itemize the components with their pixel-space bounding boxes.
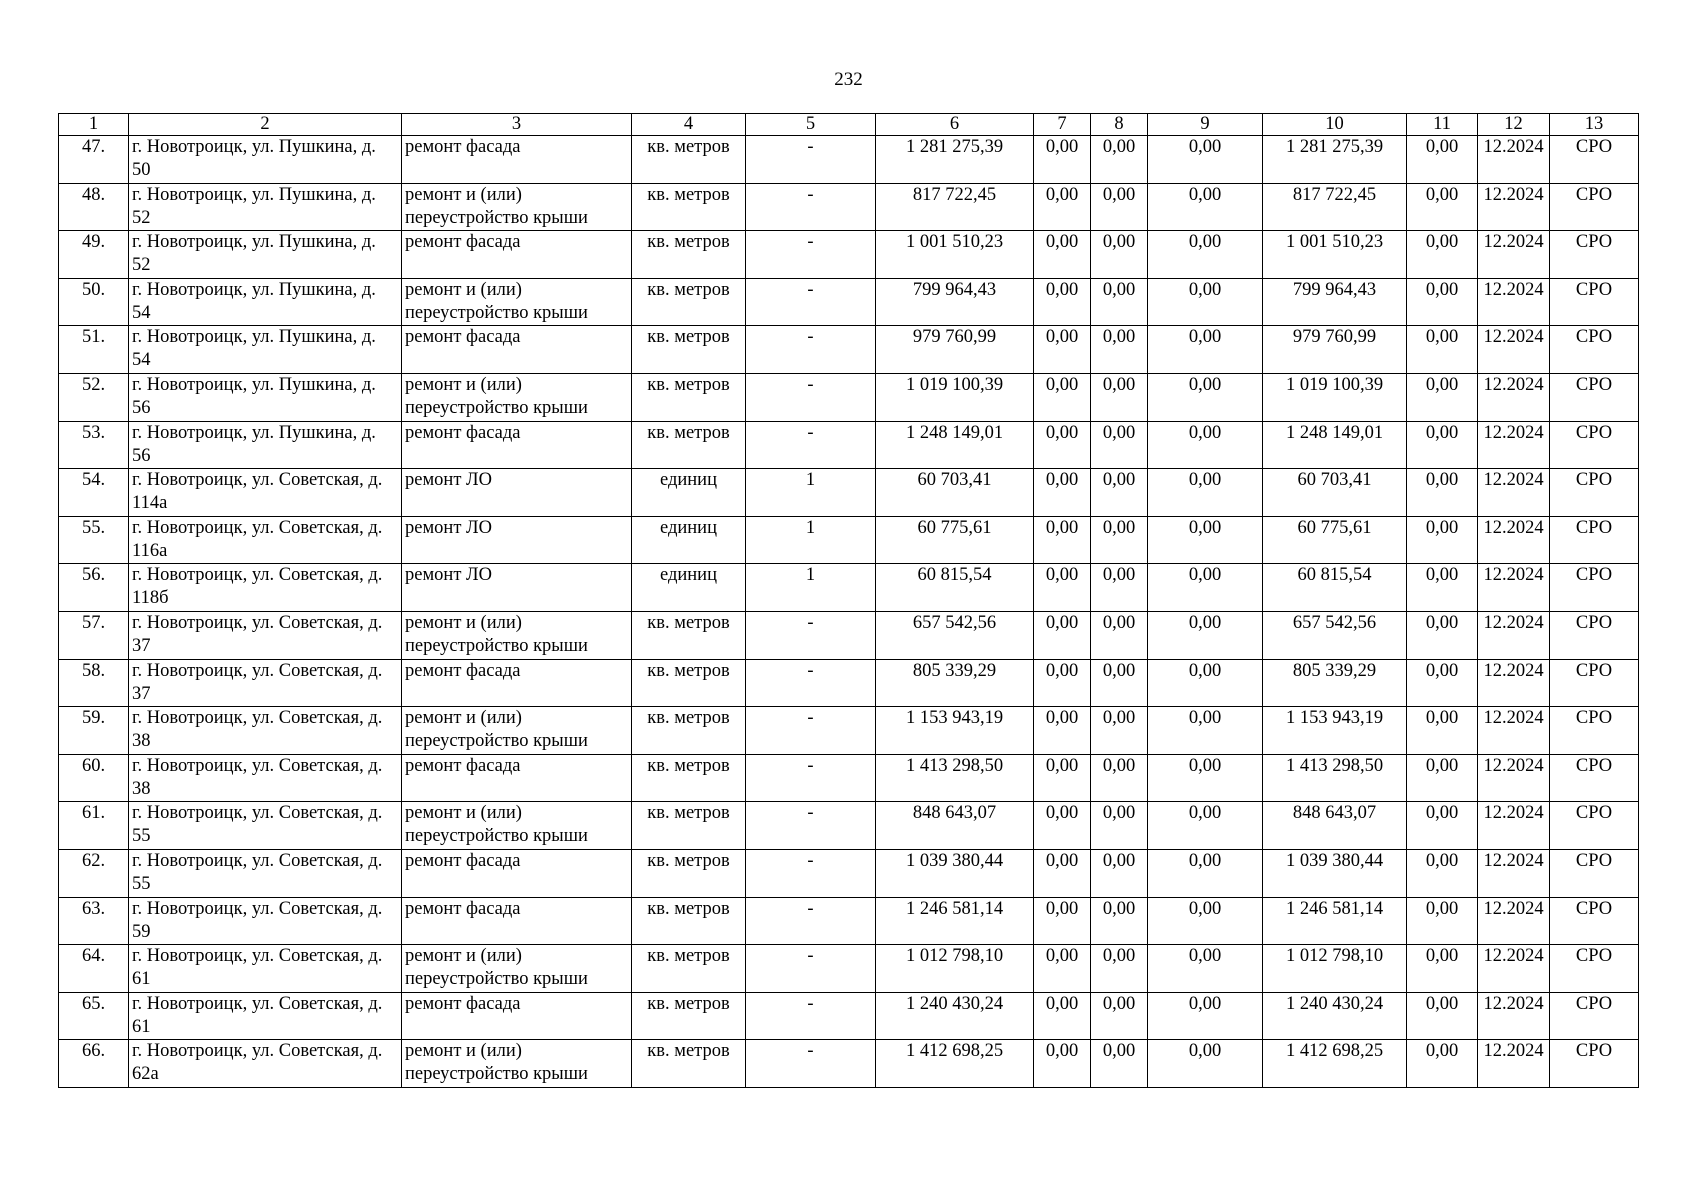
fund-source-7-cell: 0,00 <box>1034 231 1091 279</box>
deadline-cell: 12.2024 <box>1478 278 1550 326</box>
table-row <box>59 849 1639 897</box>
address-cell: г. Новотроицк, ул. Пушкина, д. 56 <box>129 421 402 469</box>
address-cell: г. Новотроицк, ул. Советская, д. 114а <box>129 469 402 517</box>
fund-source-9-cell: 0,00 <box>1148 1040 1263 1088</box>
work-type-cell: ремонт и (или) переустройство крыши <box>402 278 632 326</box>
fund-source-7-cell: 0,00 <box>1034 945 1091 993</box>
fund-source-9-cell: 0,00 <box>1148 659 1263 707</box>
fund-source-10-cell: 657 542,56 <box>1263 611 1407 659</box>
deadline-cell: 12.2024 <box>1478 611 1550 659</box>
total-cost-cell: 1 248 149,01 <box>876 421 1034 469</box>
method-cell: СРО <box>1550 992 1639 1040</box>
fund-source-10-cell: 799 964,43 <box>1263 278 1407 326</box>
unit-cell: кв. метров <box>632 136 746 184</box>
table-row <box>59 469 1639 517</box>
fund-source-10-cell: 979 760,99 <box>1263 326 1407 374</box>
header-col-12: 12 <box>1478 114 1550 136</box>
unit-cell: кв. метров <box>632 802 746 850</box>
fund-source-11-cell: 0,00 <box>1407 421 1478 469</box>
address-cell: г. Новотроицк, ул. Советская, д. 59 <box>129 897 402 945</box>
fund-source-10-cell: 805 339,29 <box>1263 659 1407 707</box>
table-row <box>59 278 1639 326</box>
fund-source-10-cell: 60 703,41 <box>1263 469 1407 517</box>
method-cell: СРО <box>1550 945 1639 993</box>
fund-source-7-cell: 0,00 <box>1034 469 1091 517</box>
row-number-cell: 48. <box>59 183 129 231</box>
row-number-cell: 50. <box>59 278 129 326</box>
unit-cell: кв. метров <box>632 278 746 326</box>
row-number-cell: 47. <box>59 136 129 184</box>
table-row <box>59 659 1639 707</box>
fund-source-10-cell: 1 246 581,14 <box>1263 897 1407 945</box>
work-type-cell: ремонт ЛО <box>402 516 632 564</box>
work-type-cell: ремонт фасада <box>402 754 632 802</box>
quantity-cell: 1 <box>746 516 876 564</box>
address-cell: г. Новотроицк, ул. Советская, д. 61 <box>129 945 402 993</box>
work-type-cell: ремонт ЛО <box>402 564 632 612</box>
method-cell: СРО <box>1550 469 1639 517</box>
header-col-11: 11 <box>1407 114 1478 136</box>
fund-source-10-cell: 1 153 943,19 <box>1263 707 1407 755</box>
unit-cell: единиц <box>632 516 746 564</box>
address-cell: г. Новотроицк, ул. Пушкина, д. 54 <box>129 326 402 374</box>
unit-cell: кв. метров <box>632 326 746 374</box>
address-cell: г. Новотроицк, ул. Пушкина, д. 52 <box>129 183 402 231</box>
table-row <box>59 326 1639 374</box>
header-col-13: 13 <box>1550 114 1639 136</box>
address-cell: г. Новотроицк, ул. Пушкина, д. 56 <box>129 373 402 421</box>
quantity-cell: - <box>746 136 876 184</box>
table-row <box>59 897 1639 945</box>
row-number-cell: 58. <box>59 659 129 707</box>
fund-source-9-cell: 0,00 <box>1148 945 1263 993</box>
deadline-cell: 12.2024 <box>1478 564 1550 612</box>
header-col-8: 8 <box>1091 114 1148 136</box>
quantity-cell: 1 <box>746 564 876 612</box>
fund-source-8-cell: 0,00 <box>1091 992 1148 1040</box>
work-type-cell: ремонт фасада <box>402 326 632 374</box>
fund-source-7-cell: 0,00 <box>1034 992 1091 1040</box>
fund-source-8-cell: 0,00 <box>1091 849 1148 897</box>
address-cell: г. Новотроицк, ул. Советская, д. 38 <box>129 707 402 755</box>
work-type-cell: ремонт и (или) переустройство крыши <box>402 611 632 659</box>
total-cost-cell: 799 964,43 <box>876 278 1034 326</box>
fund-source-9-cell: 0,00 <box>1148 754 1263 802</box>
fund-source-8-cell: 0,00 <box>1091 945 1148 993</box>
total-cost-cell: 1 012 798,10 <box>876 945 1034 993</box>
table-body <box>59 136 1639 1088</box>
table-row <box>59 421 1639 469</box>
address-cell: г. Новотроицк, ул. Советская, д. 55 <box>129 802 402 850</box>
header-col-10: 10 <box>1263 114 1407 136</box>
total-cost-cell: 1 281 275,39 <box>876 136 1034 184</box>
fund-source-11-cell: 0,00 <box>1407 564 1478 612</box>
header-col-3: 3 <box>402 114 632 136</box>
work-type-cell: ремонт и (или) переустройство крыши <box>402 945 632 993</box>
fund-source-7-cell: 0,00 <box>1034 659 1091 707</box>
quantity-cell: - <box>746 231 876 279</box>
method-cell: СРО <box>1550 754 1639 802</box>
fund-source-11-cell: 0,00 <box>1407 754 1478 802</box>
fund-source-8-cell: 0,00 <box>1091 897 1148 945</box>
fund-source-11-cell: 0,00 <box>1407 659 1478 707</box>
fund-source-8-cell: 0,00 <box>1091 1040 1148 1088</box>
fund-source-10-cell: 1 012 798,10 <box>1263 945 1407 993</box>
address-cell: г. Новотроицк, ул. Советская, д. 116а <box>129 516 402 564</box>
fund-source-7-cell: 0,00 <box>1034 516 1091 564</box>
method-cell: СРО <box>1550 278 1639 326</box>
unit-cell: кв. метров <box>632 231 746 279</box>
fund-source-11-cell: 0,00 <box>1407 469 1478 517</box>
method-cell: СРО <box>1550 611 1639 659</box>
fund-source-10-cell: 848 643,07 <box>1263 802 1407 850</box>
quantity-cell: - <box>746 183 876 231</box>
fund-source-11-cell: 0,00 <box>1407 136 1478 184</box>
total-cost-cell: 1 240 430,24 <box>876 992 1034 1040</box>
fund-source-10-cell: 1 240 430,24 <box>1263 992 1407 1040</box>
deadline-cell: 12.2024 <box>1478 945 1550 993</box>
register-table <box>58 113 1639 1088</box>
fund-source-9-cell: 0,00 <box>1148 421 1263 469</box>
method-cell: СРО <box>1550 231 1639 279</box>
table-row <box>59 564 1639 612</box>
fund-source-11-cell: 0,00 <box>1407 802 1478 850</box>
deadline-cell: 12.2024 <box>1478 849 1550 897</box>
quantity-cell: - <box>746 754 876 802</box>
fund-source-11-cell: 0,00 <box>1407 231 1478 279</box>
work-type-cell: ремонт фасада <box>402 897 632 945</box>
fund-source-11-cell: 0,00 <box>1407 992 1478 1040</box>
deadline-cell: 12.2024 <box>1478 136 1550 184</box>
fund-source-8-cell: 0,00 <box>1091 707 1148 755</box>
quantity-cell: - <box>746 992 876 1040</box>
fund-source-7-cell: 0,00 <box>1034 421 1091 469</box>
method-cell: СРО <box>1550 802 1639 850</box>
header-row <box>59 114 1639 136</box>
table-row <box>59 516 1639 564</box>
table-row <box>59 945 1639 993</box>
address-cell: г. Новотроицк, ул. Советская, д. 61 <box>129 992 402 1040</box>
method-cell: СРО <box>1550 421 1639 469</box>
fund-source-8-cell: 0,00 <box>1091 421 1148 469</box>
fund-source-11-cell: 0,00 <box>1407 611 1478 659</box>
address-cell: г. Новотроицк, ул. Пушкина, д. 52 <box>129 231 402 279</box>
fund-source-10-cell: 1 001 510,23 <box>1263 231 1407 279</box>
unit-cell: единиц <box>632 564 746 612</box>
work-type-cell: ремонт фасада <box>402 992 632 1040</box>
fund-source-9-cell: 0,00 <box>1148 564 1263 612</box>
quantity-cell: - <box>746 278 876 326</box>
fund-source-10-cell: 1 248 149,01 <box>1263 421 1407 469</box>
total-cost-cell: 817 722,45 <box>876 183 1034 231</box>
unit-cell: единиц <box>632 469 746 517</box>
work-type-cell: ремонт фасада <box>402 421 632 469</box>
page-number: 232 <box>834 69 863 90</box>
fund-source-11-cell: 0,00 <box>1407 183 1478 231</box>
fund-source-8-cell: 0,00 <box>1091 136 1148 184</box>
fund-source-7-cell: 0,00 <box>1034 326 1091 374</box>
total-cost-cell: 1 001 510,23 <box>876 231 1034 279</box>
fund-source-7-cell: 0,00 <box>1034 707 1091 755</box>
work-type-cell: ремонт фасада <box>402 849 632 897</box>
quantity-cell: - <box>746 326 876 374</box>
quantity-cell: - <box>746 707 876 755</box>
total-cost-cell: 1 413 298,50 <box>876 754 1034 802</box>
fund-source-9-cell: 0,00 <box>1148 992 1263 1040</box>
quantity-cell: - <box>746 421 876 469</box>
fund-source-8-cell: 0,00 <box>1091 611 1148 659</box>
fund-source-8-cell: 0,00 <box>1091 373 1148 421</box>
address-cell: г. Новотроицк, ул. Пушкина, д. 50 <box>129 136 402 184</box>
fund-source-11-cell: 0,00 <box>1407 373 1478 421</box>
table-row <box>59 802 1639 850</box>
quantity-cell: - <box>746 373 876 421</box>
row-number-cell: 52. <box>59 373 129 421</box>
deadline-cell: 12.2024 <box>1478 231 1550 279</box>
unit-cell: кв. метров <box>632 183 746 231</box>
deadline-cell: 12.2024 <box>1478 754 1550 802</box>
fund-source-11-cell: 0,00 <box>1407 1040 1478 1088</box>
work-type-cell: ремонт и (или) переустройство крыши <box>402 1040 632 1088</box>
header-col-1: 1 <box>59 114 129 136</box>
fund-source-8-cell: 0,00 <box>1091 516 1148 564</box>
fund-source-7-cell: 0,00 <box>1034 136 1091 184</box>
quantity-cell: - <box>746 849 876 897</box>
row-number-cell: 61. <box>59 802 129 850</box>
fund-source-9-cell: 0,00 <box>1148 231 1263 279</box>
fund-source-8-cell: 0,00 <box>1091 183 1148 231</box>
fund-source-8-cell: 0,00 <box>1091 278 1148 326</box>
unit-cell: кв. метров <box>632 992 746 1040</box>
fund-source-10-cell: 1 412 698,25 <box>1263 1040 1407 1088</box>
deadline-cell: 12.2024 <box>1478 992 1550 1040</box>
quantity-cell: - <box>746 611 876 659</box>
address-cell: г. Новотроицк, ул. Советская, д. 55 <box>129 849 402 897</box>
deadline-cell: 12.2024 <box>1478 373 1550 421</box>
address-cell: г. Новотроицк, ул. Советская, д. 37 <box>129 611 402 659</box>
fund-source-11-cell: 0,00 <box>1407 707 1478 755</box>
row-number-cell: 55. <box>59 516 129 564</box>
table-row <box>59 373 1639 421</box>
fund-source-11-cell: 0,00 <box>1407 326 1478 374</box>
address-cell: г. Новотроицк, ул. Советская, д. 62а <box>129 1040 402 1088</box>
fund-source-7-cell: 0,00 <box>1034 897 1091 945</box>
address-cell: г. Новотроицк, ул. Советская, д. 38 <box>129 754 402 802</box>
unit-cell: кв. метров <box>632 373 746 421</box>
fund-source-7-cell: 0,00 <box>1034 1040 1091 1088</box>
table-row <box>59 1040 1639 1088</box>
method-cell: СРО <box>1550 1040 1639 1088</box>
row-number-cell: 66. <box>59 1040 129 1088</box>
deadline-cell: 12.2024 <box>1478 1040 1550 1088</box>
quantity-cell: - <box>746 1040 876 1088</box>
fund-source-7-cell: 0,00 <box>1034 278 1091 326</box>
method-cell: СРО <box>1550 564 1639 612</box>
fund-source-9-cell: 0,00 <box>1148 516 1263 564</box>
method-cell: СРО <box>1550 659 1639 707</box>
fund-source-11-cell: 0,00 <box>1407 278 1478 326</box>
unit-cell: кв. метров <box>632 659 746 707</box>
fund-source-7-cell: 0,00 <box>1034 611 1091 659</box>
deadline-cell: 12.2024 <box>1478 802 1550 850</box>
method-cell: СРО <box>1550 136 1639 184</box>
total-cost-cell: 1 153 943,19 <box>876 707 1034 755</box>
fund-source-10-cell: 817 722,45 <box>1263 183 1407 231</box>
address-cell: г. Новотроицк, ул. Советская, д. 118б <box>129 564 402 612</box>
fund-source-9-cell: 0,00 <box>1148 849 1263 897</box>
header-col-9: 9 <box>1148 114 1263 136</box>
header-col-2: 2 <box>129 114 402 136</box>
fund-source-9-cell: 0,00 <box>1148 136 1263 184</box>
total-cost-cell: 60 775,61 <box>876 516 1034 564</box>
fund-source-11-cell: 0,00 <box>1407 516 1478 564</box>
quantity-cell: 1 <box>746 469 876 517</box>
fund-source-7-cell: 0,00 <box>1034 183 1091 231</box>
method-cell: СРО <box>1550 326 1639 374</box>
table-header <box>59 114 1639 136</box>
row-number-cell: 49. <box>59 231 129 279</box>
total-cost-cell: 60 815,54 <box>876 564 1034 612</box>
deadline-cell: 12.2024 <box>1478 707 1550 755</box>
unit-cell: кв. метров <box>632 849 746 897</box>
work-type-cell: ремонт ЛО <box>402 469 632 517</box>
total-cost-cell: 1 412 698,25 <box>876 1040 1034 1088</box>
total-cost-cell: 1 246 581,14 <box>876 897 1034 945</box>
row-number-cell: 65. <box>59 992 129 1040</box>
fund-source-9-cell: 0,00 <box>1148 802 1263 850</box>
fund-source-9-cell: 0,00 <box>1148 707 1263 755</box>
total-cost-cell: 979 760,99 <box>876 326 1034 374</box>
unit-cell: кв. метров <box>632 1040 746 1088</box>
fund-source-7-cell: 0,00 <box>1034 373 1091 421</box>
table-row <box>59 992 1639 1040</box>
quantity-cell: - <box>746 945 876 993</box>
unit-cell: кв. метров <box>632 421 746 469</box>
work-type-cell: ремонт и (или) переустройство крыши <box>402 373 632 421</box>
fund-source-9-cell: 0,00 <box>1148 373 1263 421</box>
method-cell: СРО <box>1550 516 1639 564</box>
method-cell: СРО <box>1550 897 1639 945</box>
fund-source-10-cell: 1 039 380,44 <box>1263 849 1407 897</box>
fund-source-8-cell: 0,00 <box>1091 326 1148 374</box>
deadline-cell: 12.2024 <box>1478 897 1550 945</box>
total-cost-cell: 60 703,41 <box>876 469 1034 517</box>
deadline-cell: 12.2024 <box>1478 469 1550 517</box>
row-number-cell: 57. <box>59 611 129 659</box>
fund-source-10-cell: 60 815,54 <box>1263 564 1407 612</box>
deadline-cell: 12.2024 <box>1478 421 1550 469</box>
address-cell: г. Новотроицк, ул. Советская, д. 37 <box>129 659 402 707</box>
table-row <box>59 611 1639 659</box>
quantity-cell: - <box>746 897 876 945</box>
row-number-cell: 63. <box>59 897 129 945</box>
unit-cell: кв. метров <box>632 897 746 945</box>
unit-cell: кв. метров <box>632 611 746 659</box>
row-number-cell: 59. <box>59 707 129 755</box>
header-col-6: 6 <box>876 114 1034 136</box>
row-number-cell: 56. <box>59 564 129 612</box>
method-cell: СРО <box>1550 707 1639 755</box>
fund-source-9-cell: 0,00 <box>1148 897 1263 945</box>
address-cell: г. Новотроицк, ул. Пушкина, д. 54 <box>129 278 402 326</box>
work-type-cell: ремонт и (или) переустройство крыши <box>402 707 632 755</box>
header-col-7: 7 <box>1034 114 1091 136</box>
row-number-cell: 54. <box>59 469 129 517</box>
total-cost-cell: 657 542,56 <box>876 611 1034 659</box>
total-cost-cell: 1 019 100,39 <box>876 373 1034 421</box>
fund-source-7-cell: 0,00 <box>1034 754 1091 802</box>
work-type-cell: ремонт фасада <box>402 136 632 184</box>
total-cost-cell: 848 643,07 <box>876 802 1034 850</box>
fund-source-11-cell: 0,00 <box>1407 945 1478 993</box>
quantity-cell: - <box>746 802 876 850</box>
row-number-cell: 53. <box>59 421 129 469</box>
fund-source-7-cell: 0,00 <box>1034 849 1091 897</box>
row-number-cell: 60. <box>59 754 129 802</box>
fund-source-8-cell: 0,00 <box>1091 754 1148 802</box>
fund-source-9-cell: 0,00 <box>1148 469 1263 517</box>
fund-source-9-cell: 0,00 <box>1148 611 1263 659</box>
fund-source-8-cell: 0,00 <box>1091 231 1148 279</box>
header-col-5: 5 <box>746 114 876 136</box>
header-col-4: 4 <box>632 114 746 136</box>
unit-cell: кв. метров <box>632 707 746 755</box>
unit-cell: кв. метров <box>632 945 746 993</box>
work-type-cell: ремонт фасада <box>402 659 632 707</box>
fund-source-8-cell: 0,00 <box>1091 564 1148 612</box>
work-type-cell: ремонт и (или) переустройство крыши <box>402 802 632 850</box>
total-cost-cell: 1 039 380,44 <box>876 849 1034 897</box>
table-row <box>59 183 1639 231</box>
table-row <box>59 231 1639 279</box>
row-number-cell: 62. <box>59 849 129 897</box>
row-number-cell: 51. <box>59 326 129 374</box>
method-cell: СРО <box>1550 849 1639 897</box>
fund-source-8-cell: 0,00 <box>1091 802 1148 850</box>
deadline-cell: 12.2024 <box>1478 326 1550 374</box>
work-type-cell: ремонт фасада <box>402 231 632 279</box>
work-type-cell: ремонт и (или) переустройство крыши <box>402 183 632 231</box>
method-cell: СРО <box>1550 183 1639 231</box>
deadline-cell: 12.2024 <box>1478 659 1550 707</box>
table-row <box>59 136 1639 184</box>
fund-source-7-cell: 0,00 <box>1034 802 1091 850</box>
row-number-cell: 64. <box>59 945 129 993</box>
fund-source-10-cell: 60 775,61 <box>1263 516 1407 564</box>
fund-source-9-cell: 0,00 <box>1148 326 1263 374</box>
method-cell: СРО <box>1550 373 1639 421</box>
quantity-cell: - <box>746 659 876 707</box>
total-cost-cell: 805 339,29 <box>876 659 1034 707</box>
table-row <box>59 707 1639 755</box>
fund-source-7-cell: 0,00 <box>1034 564 1091 612</box>
fund-source-8-cell: 0,00 <box>1091 469 1148 517</box>
fund-source-11-cell: 0,00 <box>1407 849 1478 897</box>
deadline-cell: 12.2024 <box>1478 516 1550 564</box>
fund-source-9-cell: 0,00 <box>1148 278 1263 326</box>
unit-cell: кв. метров <box>632 754 746 802</box>
fund-source-10-cell: 1 281 275,39 <box>1263 136 1407 184</box>
fund-source-8-cell: 0,00 <box>1091 659 1148 707</box>
table-row <box>59 754 1639 802</box>
fund-source-11-cell: 0,00 <box>1407 897 1478 945</box>
deadline-cell: 12.2024 <box>1478 183 1550 231</box>
fund-source-9-cell: 0,00 <box>1148 183 1263 231</box>
fund-source-10-cell: 1 019 100,39 <box>1263 373 1407 421</box>
fund-source-10-cell: 1 413 298,50 <box>1263 754 1407 802</box>
